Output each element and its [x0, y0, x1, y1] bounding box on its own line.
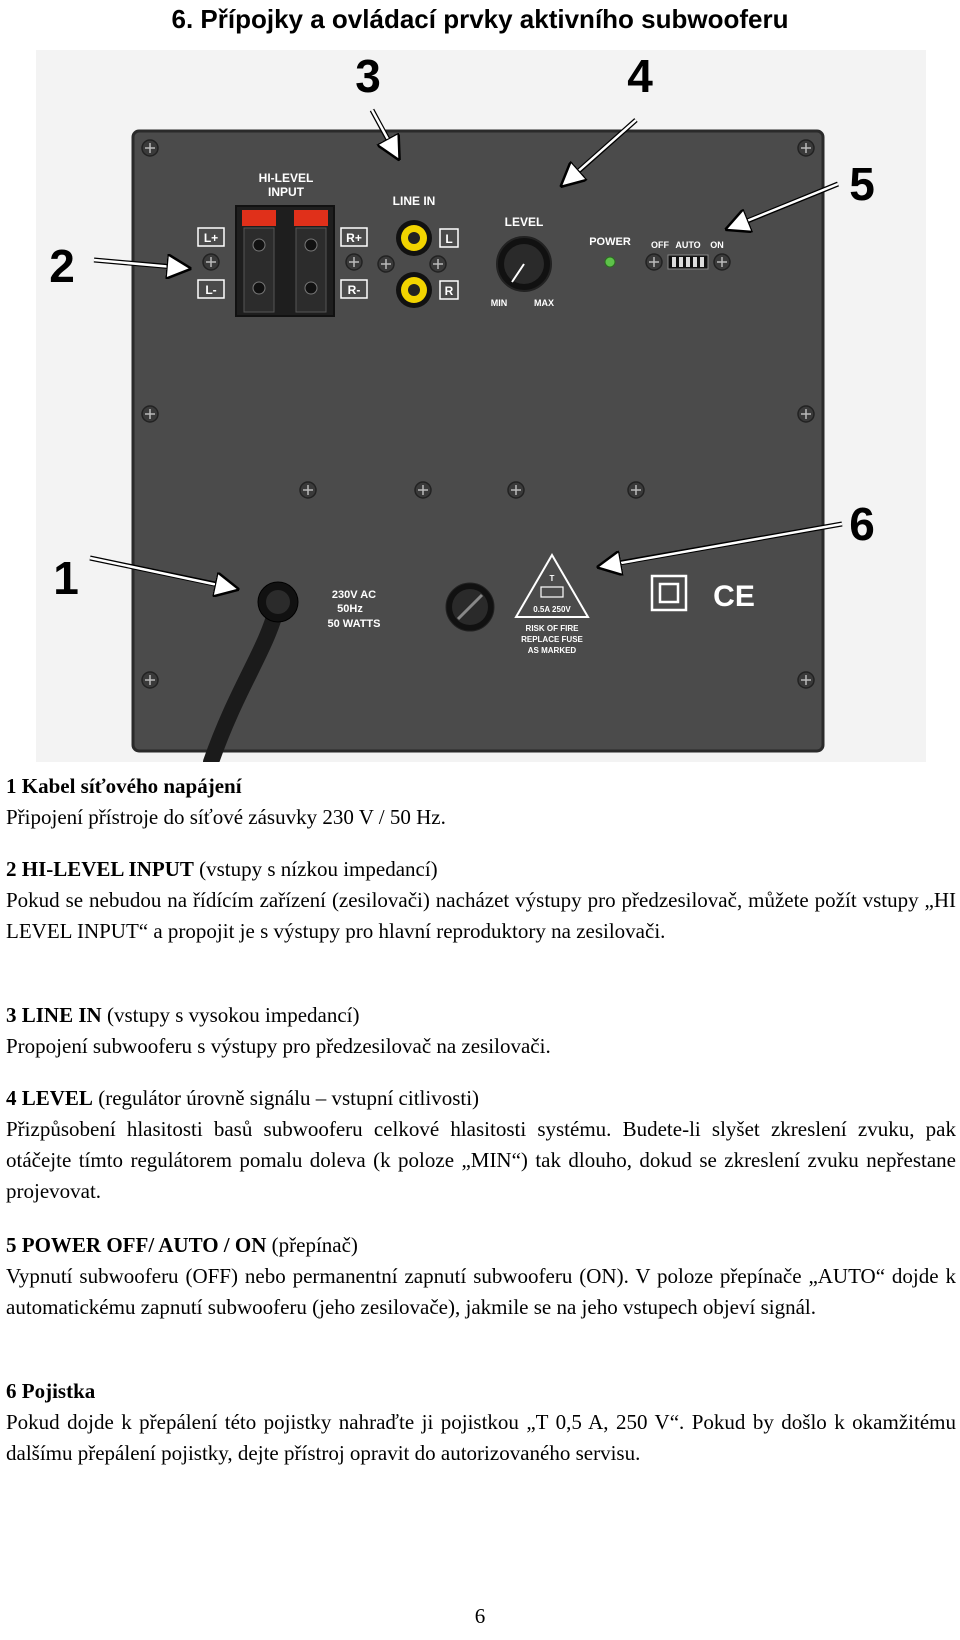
section-title: 2 HI-LEVEL INPUT	[6, 857, 194, 881]
section-title: 5 POWER OFF/ AUTO / ON	[6, 1233, 267, 1257]
section-fuse	[6, 1376, 956, 1469]
callout-number-5: 5	[849, 158, 875, 210]
hi-level-subtitle: INPUT	[268, 185, 304, 199]
section-heading	[6, 854, 956, 885]
corner-screw	[142, 672, 158, 688]
section-level	[6, 1083, 956, 1207]
level-title: LEVEL	[504, 215, 544, 229]
panel-screw	[415, 482, 431, 498]
section-body: Propojení subwooferu s výstupy pro předzesilovač na zesilovači.	[6, 1034, 551, 1058]
level-min-label: MIN	[490, 298, 508, 308]
section-power-cable	[6, 771, 956, 833]
ce-mark-icon: CE	[713, 580, 755, 613]
corner-screw	[798, 140, 814, 156]
section-title: 1 Kabel síťového napájení	[6, 774, 242, 798]
switch-on-label: ON	[710, 240, 724, 250]
section-subtitle: (přepínač)	[266, 1233, 358, 1257]
fuse-warning-line-1: RISK OF FIRE	[525, 624, 579, 633]
rca-input-right[interactable]	[396, 272, 432, 308]
power-led	[605, 257, 615, 267]
section-title: 6 Pojistka	[6, 1379, 96, 1403]
terminal-screw	[346, 254, 362, 270]
terminal-red-left	[242, 210, 276, 226]
section-heading	[6, 1000, 956, 1031]
switch-screw	[646, 254, 662, 270]
switch-auto-label: AUTO	[675, 240, 701, 250]
rca-input-left[interactable]	[396, 220, 432, 256]
section-body: Pokud se nebudou na řídícím zařízení (zesilovači) nacházet výstupy pro předzesilovač, můžete požít vstupy „HI LEVEL INPUT“ a propojit je s výstupy pro hlavní reproduktory na zesilovači.	[6, 888, 956, 943]
corner-screw	[142, 140, 158, 156]
callout-number-4: 4	[627, 50, 653, 102]
corner-screw	[798, 672, 814, 688]
mains-voltage-label: 230V AC	[331, 589, 377, 601]
section-heading	[6, 1230, 956, 1261]
l-plus-label: L+	[203, 231, 219, 245]
section-subtitle: (vstupy s vysokou impedancí)	[101, 1003, 360, 1027]
fuse-warning-line-2: REPLACE FUSE	[521, 635, 583, 644]
section-body: Vypnutí subwooferu (OFF) nebo permanentní zapnutí subwooferu (ON). V poloze přepínače „AUTO“ dojde k automatickému zapnutí subwooferu (jeho zesilovače), jakmile se na jeho vstupech objeví signál.	[6, 1264, 956, 1319]
level-max-label: MAX	[534, 298, 554, 308]
rca-screw	[430, 256, 446, 272]
callout-number-2: 2	[49, 240, 75, 292]
power-mode-switch[interactable]	[668, 255, 708, 269]
r-plus-label: R+	[346, 231, 362, 245]
corner-screw	[142, 406, 158, 422]
level-knob[interactable]	[497, 237, 551, 291]
terminal-red-right	[294, 210, 328, 226]
rca-screw	[378, 256, 394, 272]
line-l-label: L	[445, 232, 453, 246]
fuse-holder[interactable]	[446, 583, 494, 631]
section-line-in	[6, 1000, 956, 1062]
subwoofer-panel-figure	[36, 50, 926, 762]
mains-frequency-label: 50Hz	[337, 603, 363, 615]
callout-number-1: 1	[53, 552, 79, 604]
line-in-title: LINE IN	[392, 194, 436, 208]
fuse-rating-label: 0.5A 250V	[533, 605, 571, 614]
section-heading	[6, 771, 956, 802]
switch-screw	[714, 254, 730, 270]
panel-illustration	[36, 50, 926, 762]
section-heading	[6, 1083, 956, 1114]
hi-level-title: HI-LEVEL	[258, 171, 314, 185]
page-number: 6	[474, 1604, 486, 1628]
page-title: 6. Přípojky a ovládací prvky aktivního subwooferu	[171, 4, 789, 34]
section-subtitle: (regulátor úrovně signálu – vstupní citlivosti)	[92, 1086, 480, 1110]
r-minus-label: R-	[347, 283, 361, 297]
terminal-screw	[203, 254, 219, 270]
corner-screw	[798, 406, 814, 422]
section-title: 3 LINE IN	[6, 1003, 102, 1027]
callout-number-6: 6	[849, 498, 875, 550]
fuse-type-label: T	[549, 574, 555, 583]
fuse-warning-line-3: AS MARKED	[527, 646, 577, 655]
section-power-switch	[6, 1230, 956, 1323]
section-body: Přizpůsobení hlasitosti basů subwooferu celkové hlasitosti systému. Budete-li slyšet zkreslení zvuku, pak otáčejte tímto regulátorem pomalu doleva (k poloze „MIN“) tak dlouho, dokud se zkreslení zvuku nepřestane projevovat.	[6, 1117, 956, 1203]
section-body: Připojení přístroje do síťové zásuvky 230 V / 50 Hz.	[6, 805, 446, 829]
switch-off-label: OFF	[651, 240, 669, 250]
section-body: Pokud dojde k přepálení této pojistky nahraďte ji pojistkou „T 0,5 A, 250 V“. Pokud by došlo k okamžitému dalšímu přepálení pojistky, dejte přístroj opravit do autorizovaného servisu.	[6, 1410, 956, 1465]
section-subtitle: (vstupy s nízkou impedancí)	[193, 857, 438, 881]
panel-screw	[300, 482, 316, 498]
callout-number-3: 3	[355, 50, 381, 102]
section-heading	[6, 1376, 956, 1407]
power-label: POWER	[589, 236, 631, 248]
mains-power-label: 50 WATTS	[327, 618, 381, 630]
line-r-label: R	[444, 284, 454, 298]
panel-screw	[628, 482, 644, 498]
section-title: 4 LEVEL	[6, 1086, 93, 1110]
panel-screw	[508, 482, 524, 498]
section-hi-level-input	[6, 854, 956, 947]
l-minus-label: L-	[205, 283, 217, 297]
